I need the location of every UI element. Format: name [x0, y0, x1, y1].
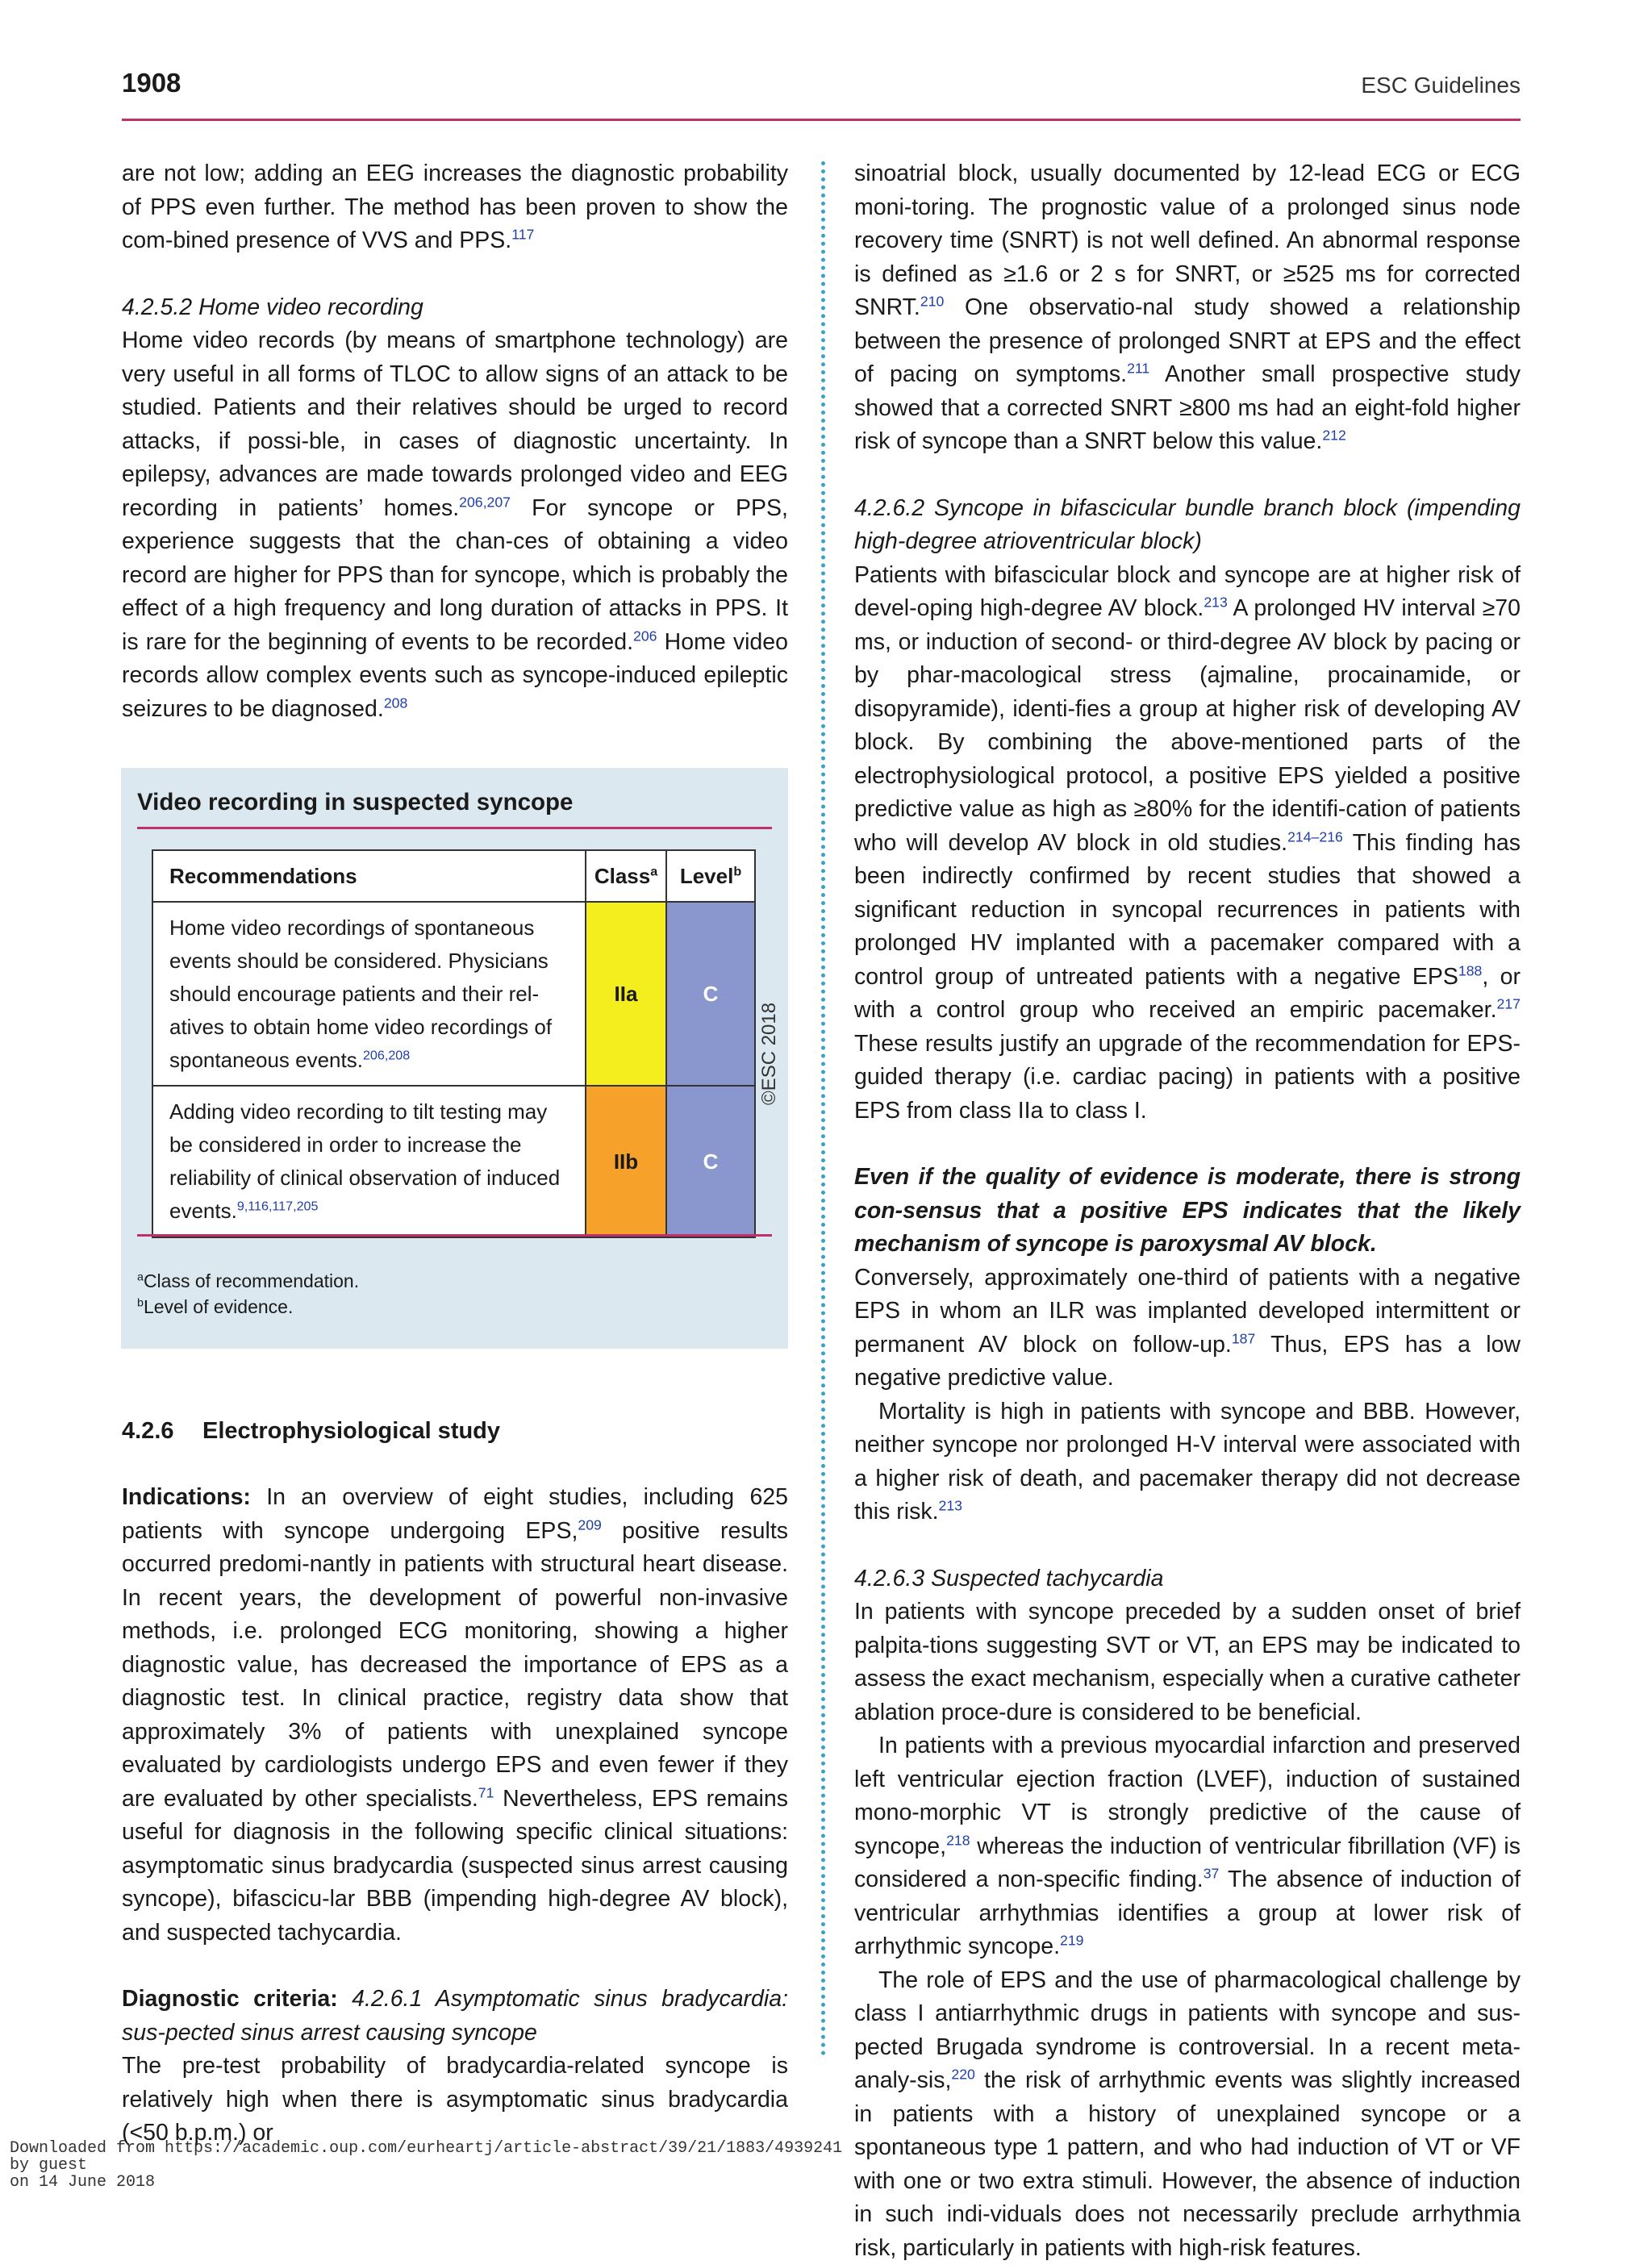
level-cell: C	[666, 1086, 755, 1237]
paragraph: In patients with a previous myocardial infarction and preserved left ventricular ejection fraction (LVEF), induction of sustained mono-morphic VT is strongly predictive of the cause of syncope,$^{218}$ whereas the induction of ventricular fibrillation (VF) is considered a non-specific finding.$^{37}$ The absence of induction of ventricular arrhythmias identifies a group at lower risk of arrhythmic syncope.$^{219}$	[854, 1729, 1521, 1964]
citation-link[interactable]: 206	[633, 628, 657, 644]
class-cell: IIb	[586, 1086, 666, 1237]
header-recommendations: Recommendations	[152, 850, 586, 902]
level-cell: C	[666, 902, 755, 1086]
citation-link[interactable]: 213	[1204, 594, 1227, 611]
download-stamp	[10, 2140, 842, 2191]
recommendation-box	[121, 768, 788, 1349]
paragraph: sinoatrial block, usually documented by 12-lead ECG or ECG moni-toring. The prognostic value of a prolonged sinus node recovery time (SNRT) is not well defined. An abnormal response is defined as ≥1.6 or 2 s for SNRT, or ≥525 ms for corrected SNRT.$^{210}$ One observatio-nal study showed a relationship between the presence of prolonged SNRT at EPS and the effect of pacing on symptoms.$^{211}$ Another small prospective study showed that a corrected SNRT ≥800 ms had an eight-fold higher risk of syncope than a SNRT below this value.$^{212}$	[854, 157, 1521, 459]
header-level: Level$^b$	[666, 850, 755, 902]
download-date: on 14 June 2018	[10, 2174, 842, 2191]
citation-link[interactable]: 208	[384, 695, 407, 711]
table-row	[152, 1086, 755, 1237]
recommendation-text: Home video recordings of spontaneous events should be considered. Physicians should encourage patients and their rel-atives to obtain home video recordings of spontaneous events.$^{206,208}$	[152, 902, 586, 1086]
journal-name: ESC Guidelines	[1361, 73, 1521, 98]
paragraph: Diagnostic criteria: 4.2.6.1 Asymptomatic sinus bradycardia: sus-pected sinus arrest causing syncope	[122, 1983, 788, 2050]
download-by: by guest	[10, 2157, 842, 2174]
paragraph: Indications: In an overview of eight studies, including 625 patients with syncope undergoing EPS,$^{209}$ positive results occurred predomi-nantly in patients with structural heart disease. In recent years, the development of powerful non-invasive methods, i.e. prolonged ECG monitoring, showing a higher diagnostic value, has decreased the importance of EPS as a diagnostic test. In clinical practice, registry data show that approximately 3% of patients with unexplained syncope evaluated by cardiologists undergo EPS and even fewer if they are evaluated by other specialists.$^{71}$ Nevertheless, EPS remains useful for diagnosis in the following specific clinical situations: asymptomatic sinus bradycardia (suspected sinus arrest causing syncope), bifascicu-lar BBB (impending high-degree AV block), and suspected tachycardia.	[122, 1481, 788, 1950]
table-header-row	[152, 850, 755, 902]
paragraph: Conversely, approximately one-third of patients with a negative EPS in whom an ILR was implanted developed intermittent or permanent AV block on follow-up.$^{187}$ Thus, EPS has a low negative predictive value.	[854, 1262, 1521, 1395]
citation-link[interactable]: 217	[1497, 996, 1521, 1012]
footnote-a: $^a$Class of recommendation.	[137, 1268, 359, 1294]
citation-link[interactable]: 218	[946, 1832, 970, 1848]
paragraph: The pre-test probability of bradycardia-related syncope is relatively high when there is asymptomatic sinus bradycardia (<50 b.p.m.) or	[122, 2050, 788, 2150]
citation-link[interactable]: 214–216	[1287, 828, 1343, 845]
citation-link[interactable]: 206,208	[363, 1048, 410, 1062]
page-header	[122, 68, 1521, 121]
recommendation-table	[152, 849, 756, 1238]
paragraph: are not low; adding an EEG increases the diagnostic probability of PPS even further. The method has been proven to show the com-bined presence of VVS and PPS.$^{117}$	[122, 157, 788, 258]
table-row	[152, 902, 755, 1086]
recommendation-title: Video recording in suspected syncope	[137, 786, 573, 820]
citation-link[interactable]: 219	[1060, 1933, 1083, 1949]
citation-link[interactable]: 188	[1458, 962, 1482, 978]
citation-link[interactable]: 206,207	[459, 494, 511, 510]
paragraph: Patients with bifascicular block and syncope are at higher risk of devel-oping high-degree AV block.$^{213}$ A prolonged HV interval ≥70 ms, or induction of second- or third-degree AV block by pacing or by phar-macological stress (ajmaline, procainamide, or disopyramide), identi-fies a group at higher risk of developing AV block. By combining the above-mentioned parts of the electrophysiological protocol, a positive EPS yielded a positive predictive value as high as ≥80% for the identifi-cation of patients who will develop AV block in old studies.$^{214-216}$ This finding has been indirectly confirmed by recent studies that showed a significant reduction in syncopal recurrences in patients with prolonged HV implanted with a pacemaker compared with a control group of untreated patients with a negative EPS$^{188}$, or with a control group who received an empiric pacemaker.$^{217}$ These results justify an upgrade of the recommendation for EPS-guided therapy (i.e. cardiac pacing) in patients with a positive EPS from class IIa to class I.	[854, 559, 1521, 1128]
paragraph: In patients with syncope preceded by a sudden onset of brief palpita-tions suggesting SVT or VT, an EPS may be indicated to assess the exact mechanism, especially when a curative catheter ablation proce-dure is considered to be beneficial.	[854, 1596, 1521, 1729]
citation-link[interactable]: 211	[1127, 361, 1149, 377]
section-heading: 4.2.6 Electrophysiological study	[122, 1415, 788, 1448]
class-cell: IIa	[586, 902, 666, 1086]
paragraph: Mortality is high in patients with syncope and BBB. However, neither syncope nor prolonged H-V interval were associated with a higher risk of death, and pacemaker therapy did not decrease this risk.$^{213}$	[854, 1395, 1521, 1529]
download-url: Downloaded from https://academic.oup.com/eurheartj/article-abstract/39/21/1883/4939241	[10, 2140, 842, 2157]
footnote-b: $^b$Level of evidence.	[137, 1294, 359, 1320]
citation-link[interactable]: 209	[578, 1516, 601, 1533]
page-number: 1908	[122, 68, 181, 98]
citation-link[interactable]: 37	[1204, 1866, 1220, 1882]
subsection-heading: 4.2.5.2 Home video recording	[122, 291, 788, 325]
recommendation-text: Adding video recording to tilt testing may be considered in order to increase the reliability of clinical observation of induced events.$^{9,116,117,205}$	[152, 1086, 586, 1237]
citation-link[interactable]: 213	[939, 1498, 962, 1514]
citation-link[interactable]: 71	[478, 1784, 494, 1800]
left-column	[122, 157, 788, 2150]
header-class: Class$^a$	[586, 850, 666, 902]
citation-link[interactable]: 117	[511, 227, 534, 243]
box-rule-top	[137, 827, 772, 829]
footnotes	[137, 1268, 359, 1320]
paragraph: Home video records (by means of smartphone technology) are very useful in all forms of TLOC to allow signs of an attack to be studied. Patients and their relatives should be urged to record attacks, if possi-ble, in cases of diagnostic uncertainty. In epilepsy, advances are made towards prolonged video and EEG recording in patients’ homes.$^{206,207}$ For syncope or PPS, experience suggests that the chan-ces of obtaining a video record are higher for PPS than for syncope, which is probably the effect of a high frequency and long duration of attacks in PPS. It is rare for the beginning of events to be recorded.$^{206}$ Home video records allow complex events such as syncope-induced epileptic seizures to be diagnosed.$^{208}$	[122, 324, 788, 726]
citation-link[interactable]: 9,116,117,205	[237, 1199, 319, 1213]
paragraph: The role of EPS and the use of pharmacological challenge by class I antiarrhythmic drugs in patients with syncope and sus-pected Brugada syndrome is controversial. In a recent meta-analy-sis,$^{220}$ the risk of arrhythmic events was slightly increased in patients with a history of unexplained syncope or a spontaneous type 1 pattern, and who had induction of VT or VF with one or two extra stimuli. However, the absence of induction in such indi-viduals does not necessarily preclude arrhythmia risk, particularly in patients with high-risk features.	[854, 1964, 1521, 2265]
citation-link[interactable]: 220	[951, 2067, 974, 2083]
citation-link[interactable]: 187	[1232, 1330, 1255, 1346]
subsection-heading: 4.2.6.3 Suspected tachycardia	[854, 1562, 1521, 1596]
header-rule	[122, 119, 1521, 121]
subsection-heading: 4.2.6.2 Syncope in bifascicular bundle branch block (impending high-degree atrioventricular block)	[854, 492, 1521, 559]
citation-link[interactable]: 210	[920, 294, 944, 310]
box-rule-bottom	[137, 1234, 772, 1237]
right-column	[854, 157, 1521, 2265]
citation-link[interactable]: 212	[1322, 428, 1345, 444]
column-divider	[821, 161, 825, 2057]
consensus-statement: Even if the quality of evidence is moderate, there is strong con-sensus that a positive EPS indicates that the likely mechanism of syncope is paroxysmal AV block.	[854, 1161, 1521, 1262]
copyright-label: ©ESC 2018	[758, 1003, 781, 1105]
